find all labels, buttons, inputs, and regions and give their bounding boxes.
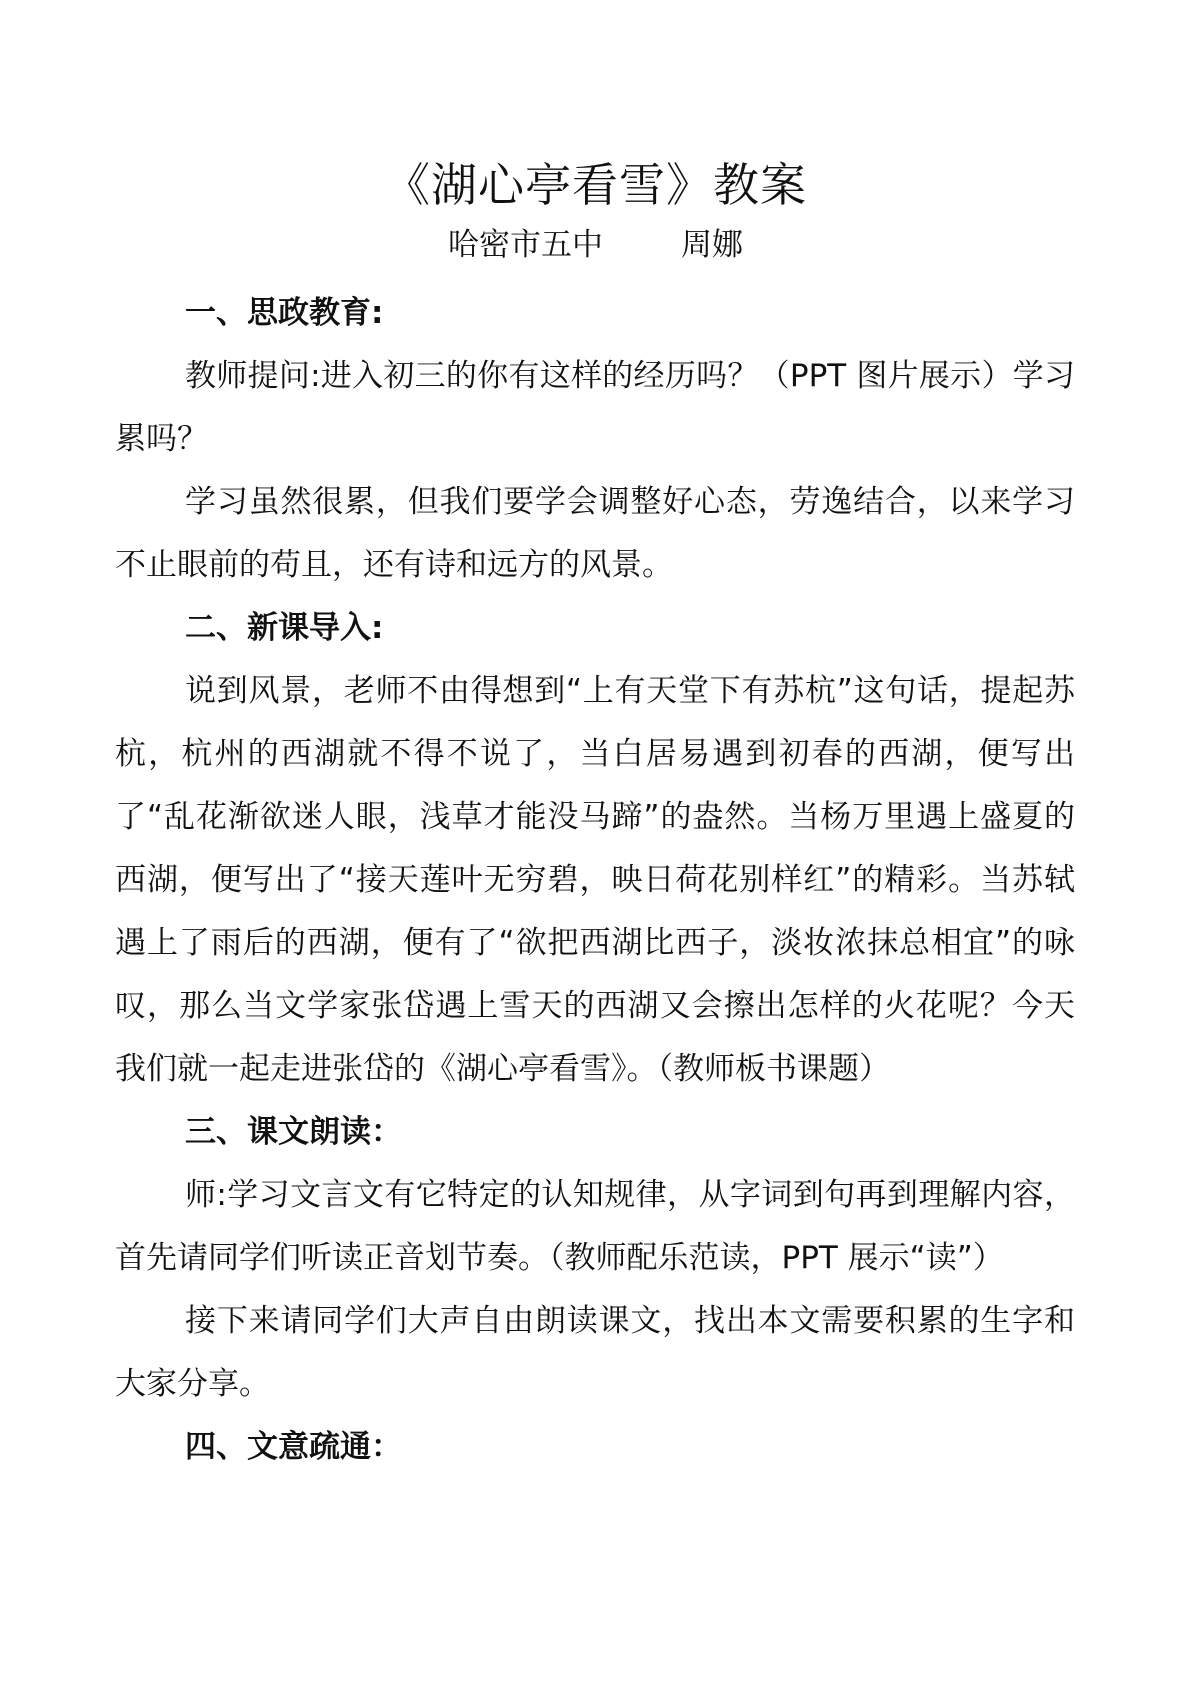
section-3-paragraph-2: 接下来请同学们大声自由朗读课文，找出本文需要积累的生字和大家分享。 [115, 1303, 1075, 1402]
section-heading-4: 四、文意疏通： [185, 1429, 402, 1465]
section-heading-1: 一、思政教育: [185, 295, 384, 331]
document-body [115, 282, 1075, 1479]
section-1-paragraph-2: 学习虽然很累，但我们要学会调整好心态，劳逸结合，以来学习不止眼前的苟且，还有诗和远方的风景。 [115, 484, 1075, 583]
document-title: 《湖心亭看雪》教案 [384, 158, 807, 212]
section-2-paragraph-1: 说到风景，老师不由得想到“上有天堂下有苏杭”这句话，提起苏杭，杭州的西湖就不得不说了，当白居易遇到初春的西湖，便写出了“乱花渐欲迷人眼，浅草才能没马蹄”的盎然。当杨万里遇上盛夏的西湖，便写出了“接天莲叶无穷碧，映日荷花别样红”的精彩。当苏轼遇上了雨后的西湖，便有了“欲把西湖比西子，淡妆浓抹总相宜”的咏叹，那么当文学家张岱遇上雪天的西湖又会擦出怎样的火花呢？今天我们就一起走进张岱的《湖心亭看雪》。（教师板书课题） [115, 673, 1075, 1087]
author-name: 周娜 [681, 227, 743, 263]
section-heading-2: 二、新课导入: [185, 610, 384, 646]
author-line [0, 222, 1191, 268]
section-heading-3: 三、课文朗读： [185, 1114, 402, 1150]
section-3-paragraph-1: 师:学习文言文有它特定的认知规律，从字词到句再到理解内容，首先请同学们听读正音划节奏。（教师配乐范读，PPT 展示“读”） [115, 1177, 1075, 1276]
school-name: 哈密市五中 [448, 227, 603, 263]
section-1-paragraph-1: 教师提问:进入初三的你有这样的经历吗？（PPT 图片展示）学习累吗？ [115, 358, 1075, 457]
